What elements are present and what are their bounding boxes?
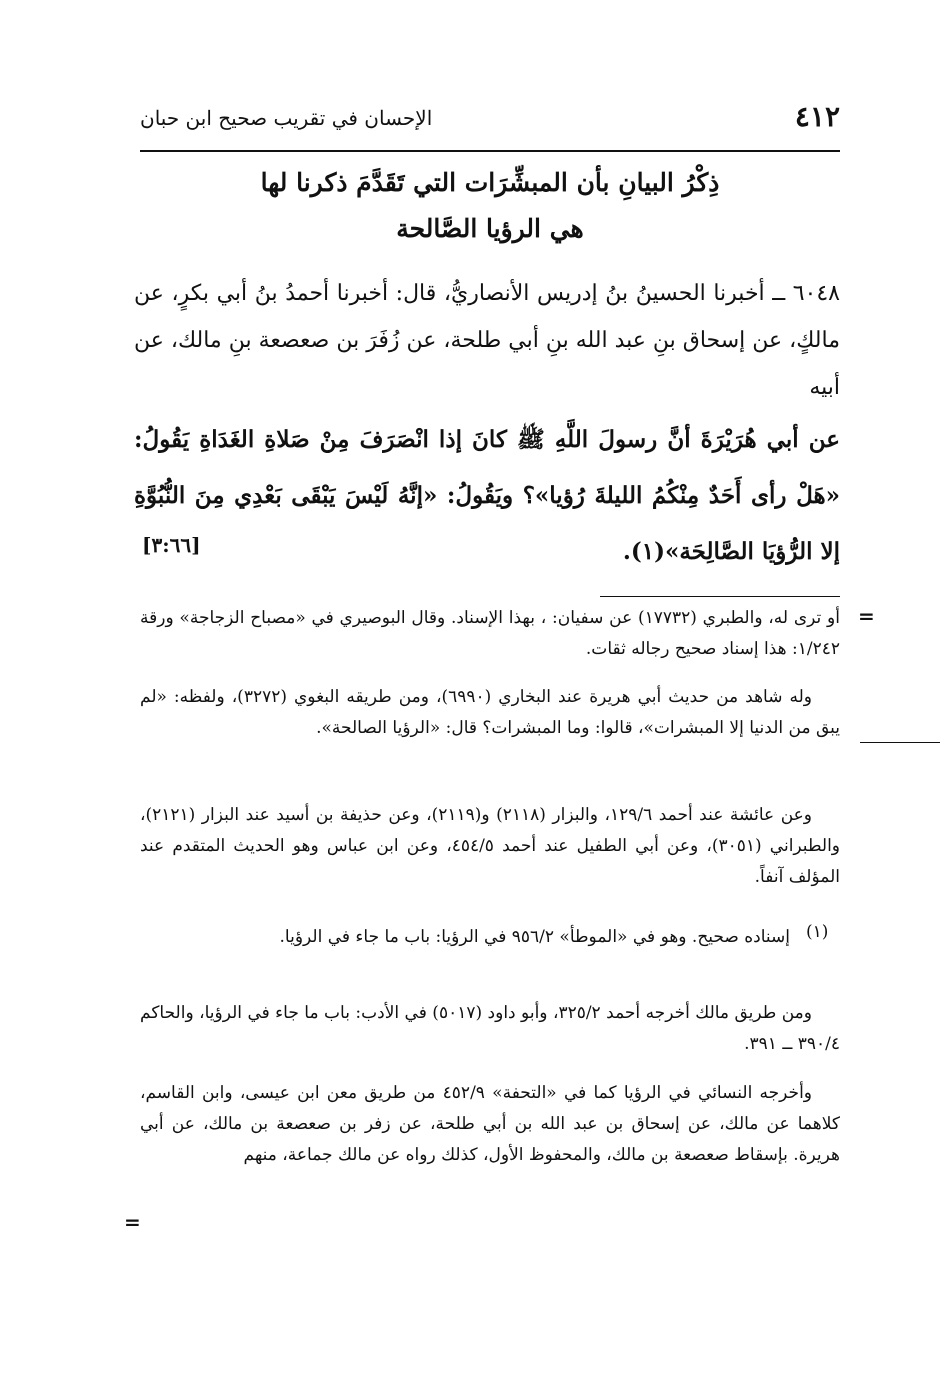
footnote-continued-paragraph-1: أو ترى له، والطبري (١٧٧٣٢) عن سفيان: ، بهذا الإسناد. وقال البوصيري في «مصباح الزجاجة» ورقة ١/٢٤٢: هذا إسناد صحيح رجاله ثقات.	[140, 608, 840, 659]
book-title: الإحسان في تقريب صحيح ابن حبان	[140, 106, 433, 130]
chapter-heading-line-2: هي الرؤيا الصَّالحة	[396, 214, 584, 243]
footnote-1-paragraph-1: إسناده صحيح. وهو في «الموطأ» ٩٥٦/٢ في الرؤيا: باب ما جاء في الرؤيا.	[279, 927, 790, 947]
footnote-1-paragraph-2: ومن طريق مالك أخرجه أحمد ٣٢٥/٢، وأبو داود (٥٠١٧) في الأدب: باب ما جاء في الرؤيا، والحاكم ٣٩٠/٤ ــ ٣٩١.	[140, 1003, 840, 1054]
chapter-heading-line-1: ذِكْرُ البيانِ بأن المبشِّرَات التي تَقَدَّمَ ذكرنا لها	[260, 168, 720, 197]
margin-rule	[860, 742, 940, 743]
hadith-isnad: ٦٠٤٨ ــ أخبرنا الحسينُ بنُ إدريس الأنصاريُّ، قال: أخبرنا أحمدُ بنُ أبي بكرٍ، عن مالكٍ، عن إسحاق بنِ عبد الله بنِ أبي طلحة، عن زُفَرَ بن صعصعة بنِ مالك، عن أبيه	[134, 281, 840, 400]
footnote-continuation-mark-top: =	[858, 604, 875, 628]
footnote-continued-paragraph-2: وله شاهد من حديث أبي هريرة عند البخاري (٦٩٩٠)، ومن طريقه البغوي (٣٢٧٢)، ولفظه: «لم يبق من الدنيا إلا المبشرات»، قالوا: وما المبشرات؟ قال: «الرؤيا الصالحة».	[140, 687, 840, 738]
footnote-continued-paragraph-3: وعن عائشة عند أحمد ١٢٩/٦، والبزار (٢١١٨) و(٢١١٩)، وعن حذيفة بن أسيد عند البزار (٢١٢١)، والطبراني (٣٠٥١)، وعن أبي الطفيل عند أحمد ٤٥٤/٥، وعن ابن عباس وهو الحديث المتقدم عند المؤلف آنفاً.	[140, 805, 840, 887]
footnote-1-marker: (١)	[806, 922, 829, 942]
footnote-1-paragraph-3: وأخرجه النسائي في الرؤيا كما في «التحفة» ٤٥٢/٩ من طريق معن ابن عيسى، وابن القاسم، كلاهما عن مالك، عن إسحاق بن عبد الله بن أبي طلحة، عن زفر بن صعصعة بن مالك، عن أبي هريرة. بإسقاط صعصعة بن مالك، والمحفوظ الأول، كذلك رواه عن مالك جماعة، منهم	[140, 1083, 840, 1165]
page-number: ٤١٢	[794, 100, 840, 133]
hadith-matn: عن أبي هُرَيْرَةَ أنَّ رسولَ اللَّهِ ﷺ كانَ إذا انْصَرَفَ مِنْ صَلاةِ الغَدَاةِ يَقُولُ: «هَلْ رأى أَحَدٌ مِنْكُمُ الليلةَ رُؤيا»؟ ويَقُولُ: «إنَّهُ لَيْسَ يَبْقَى بَعْدِي مِنَ النُّبُوَّةِ إلا الرُّؤيَا الصَّالِحَة»(١).	[134, 426, 840, 565]
footnote-continuation-mark-bottom: =	[124, 1210, 141, 1234]
footnote-separator	[600, 596, 840, 597]
hadith-citation: [٣:٦٦]	[142, 533, 201, 557]
page-header	[140, 98, 840, 152]
